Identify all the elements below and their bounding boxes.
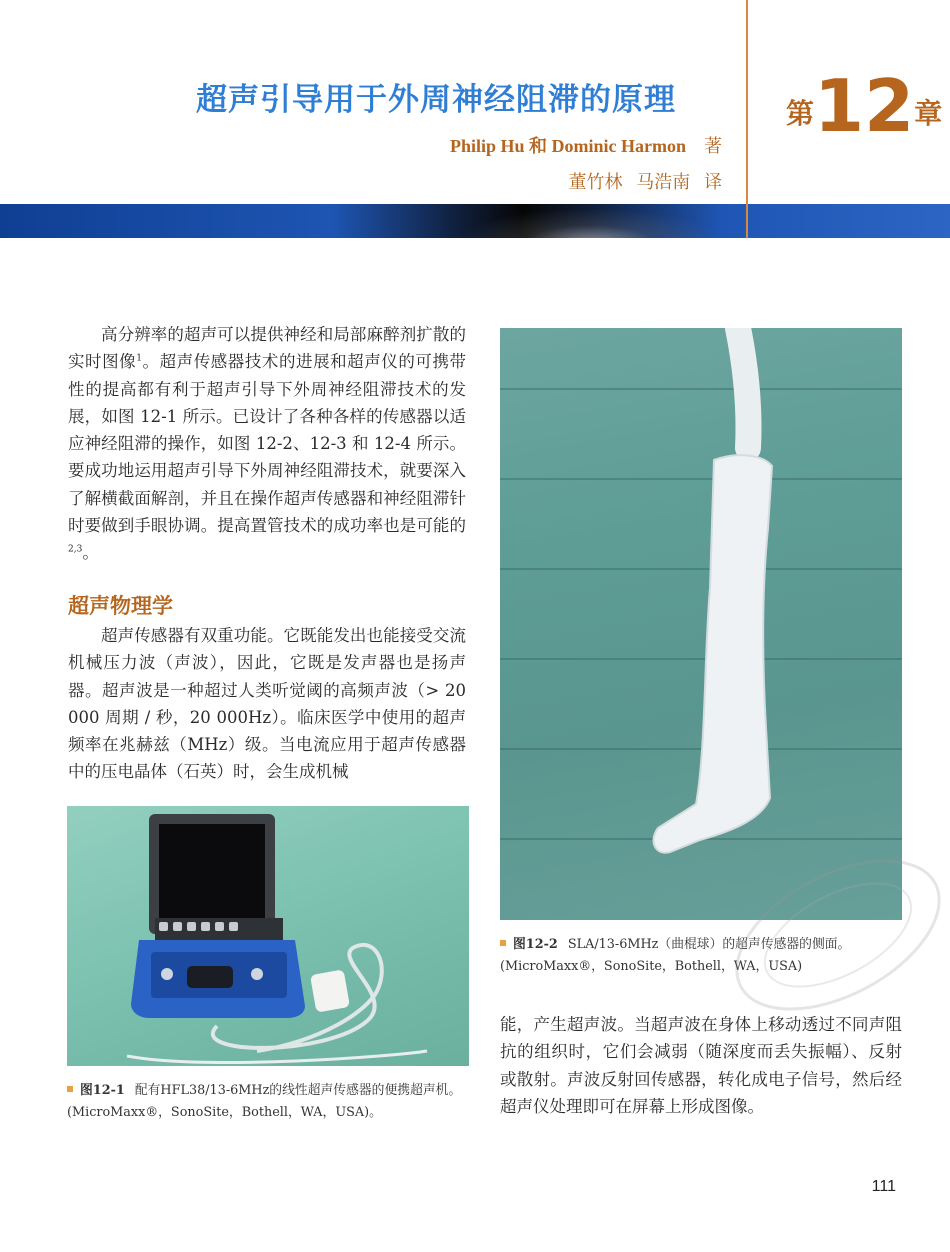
reference-1: 1	[136, 353, 142, 364]
section-heading: 超声物理学	[68, 594, 173, 618]
header-divider	[746, 0, 748, 238]
intro-text-2: 。超声传感器技术的进展和超声仪的可携带性的提高都有利于超声引导下外周神经阻滞技术的发展，如图 12-1 所示。已设计了各种各样的传感器以适应神经阻滞的操作，如图 12-2、12-3 和 12-4 所示。要成功地运用超声引导下外周神经阻滞技术，就要深入了解横截面解剖，并且在操作超声传感器和神经阻滞针时要做到手眼协调。提高置管技术的成功率也是可能的	[68, 352, 467, 536]
physics-paragraph: 超声传感器有双重功能。它既能发出也能接受交流机械压力波（声波），因此，它既是发声器也是扬声器。超声波是一种超过人类听觉阈的高频声波（> 20 000 周期 / 秒，20 000Hz）。临床医学中使用的超声频率在兆赫兹（MHz）级。当电流应用于超声传感器中的压电晶体（石英）时，会生成机械	[68, 626, 466, 782]
header-band	[0, 204, 950, 238]
figure-12-1-caption	[67, 1080, 469, 1124]
chapter-number: 12	[814, 64, 915, 148]
authors-names: Philip Hu 和 Dominic Harmon	[449, 136, 686, 156]
figure-12-1-text: 配有HFL38/13-6MHz的线性超声传感器的便携超声机。(MicroMaxx®，SonoSite，Bothell，WA，USA)。	[67, 1083, 462, 1120]
ultrasound-strip-image	[440, 204, 740, 238]
hockey-stick-probe-image	[500, 328, 902, 920]
intro-end: 。	[82, 543, 99, 563]
chapter-prefix: 第	[786, 97, 815, 130]
figure-12-2-number: 图12-2	[513, 937, 558, 952]
translators: 董竹林 马浩南 译	[568, 172, 722, 193]
figure-12-1-number: 图12-1	[80, 1083, 125, 1098]
authors-suffix: 著	[704, 136, 722, 157]
chapter-label	[786, 64, 943, 148]
authors	[450, 132, 722, 158]
caption-bullet-icon	[500, 940, 506, 946]
chapter-title: 超声引导用于外周神经阻滞的原理	[196, 82, 676, 118]
continued-paragraph: 能，产生超声波。当超声波在身体上移动透过不同声阻抗的组织时，它们会减弱（随深度而丢失振幅）、反射或散射。声波反射回传感器，转化成电子信号，然后经超声仪处理即可在屏幕上形成图像。	[500, 1015, 902, 1116]
caption-bullet-icon	[67, 1086, 73, 1092]
figure-12-1-photo	[67, 806, 469, 1066]
ultrasound-machine-image	[67, 806, 469, 1066]
figure-12-2-text: SLA/13-6MHz（曲棍球）的超声传感器的侧面。(MicroMaxx®，SonoSite，Bothell，WA，USA)	[500, 937, 851, 974]
reference-2-3: 2,3	[68, 544, 83, 555]
intro-text: 高分辨率的超声可以提供神经和局部麻醉剂扩散的实时图像	[68, 325, 466, 372]
figure-12-2-photo	[500, 328, 902, 920]
intro-paragraph	[68, 321, 466, 567]
chapter-suffix: 章	[914, 97, 943, 130]
page-number: 111	[871, 1178, 896, 1195]
